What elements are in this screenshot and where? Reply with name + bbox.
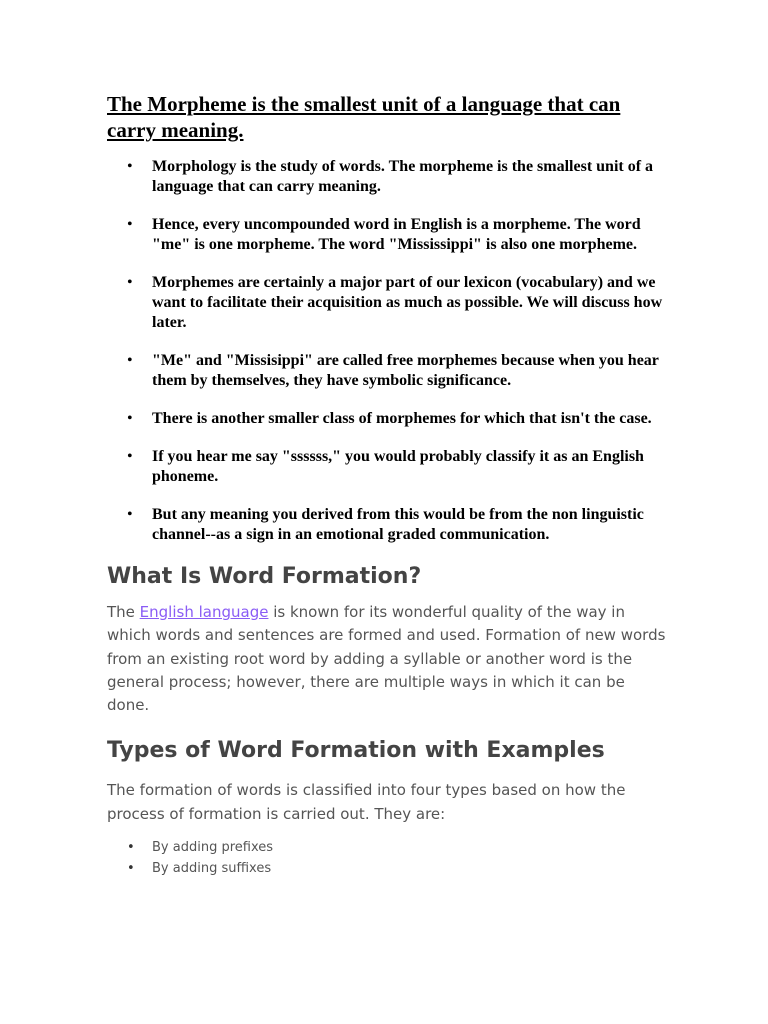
list-item — [107, 273, 667, 333]
list-item-text: But any meaning you derived from this would be from the non linguistic channel--as a sign in an emotional graded communication. — [152, 506, 644, 543]
list-item — [107, 157, 667, 197]
paragraph-text-end: is known for its wonderful quality of the way in which words and sentences are formed and used. Formation of new words from an existing root word by adding a syllable or another word is the general process; however, there are multiple ways in which it can be done. — [107, 603, 666, 715]
document-page — [107, 91, 667, 879]
list-item-text: By adding prefixes — [152, 840, 274, 856]
morpheme-bullet-list — [107, 157, 667, 545]
word-formation-heading: What Is Word Formation? — [107, 564, 422, 589]
list-item — [107, 837, 667, 858]
list-item — [107, 447, 667, 487]
bullet-icon: • — [127, 840, 135, 856]
list-item-text: There is another smaller class of morphemes for which that isn't the case. — [152, 410, 652, 427]
list-item-text: Morphology is the study of words. The morpheme is the smallest unit of a language that can carry meaning. — [152, 158, 654, 195]
bullet-icon: • — [127, 448, 133, 465]
list-item-text: Morphemes are certainly a major part of our lexicon (vocabulary) and we want to facilitate their acquisition as much as possible. We will discuss how later. — [152, 274, 663, 331]
types-paragraph: The formation of words is classified into four types based on how the process of formation is carried out. They are: — [107, 781, 626, 823]
list-item — [107, 858, 667, 879]
list-item — [107, 409, 667, 429]
list-item — [107, 215, 667, 255]
bullet-icon: • — [127, 506, 133, 523]
bullet-icon: • — [127, 216, 133, 233]
bullet-icon: • — [127, 158, 133, 175]
page-title: The Morpheme is the smallest unit of a language that can carry meaning. — [107, 92, 621, 142]
english-language-link[interactable]: English language — [139, 603, 269, 621]
list-item-text: Hence, every uncompounded word in English is a morpheme. The word "me" is one morpheme. The word "Mississippi" is also one morpheme. — [152, 216, 641, 253]
list-item — [107, 351, 667, 391]
types-heading: Types of Word Formation with Examples — [107, 738, 605, 764]
types-list — [107, 837, 667, 879]
list-item-text: "Me" and "Missisippi" are called free morphemes because when you hear them by themselves, they have symbolic significance. — [152, 352, 659, 389]
list-item — [107, 505, 667, 545]
bullet-icon: • — [127, 352, 133, 369]
list-item-text: By adding suffixes — [152, 861, 272, 877]
bullet-icon: • — [127, 410, 133, 427]
list-item-text: If you hear me say "ssssss," you would probably classify it as an English phoneme. — [152, 448, 644, 485]
word-formation-paragraph — [107, 601, 667, 717]
bullet-icon: • — [127, 861, 135, 877]
bullet-icon: • — [127, 274, 133, 291]
paragraph-text-start: The — [107, 603, 140, 621]
